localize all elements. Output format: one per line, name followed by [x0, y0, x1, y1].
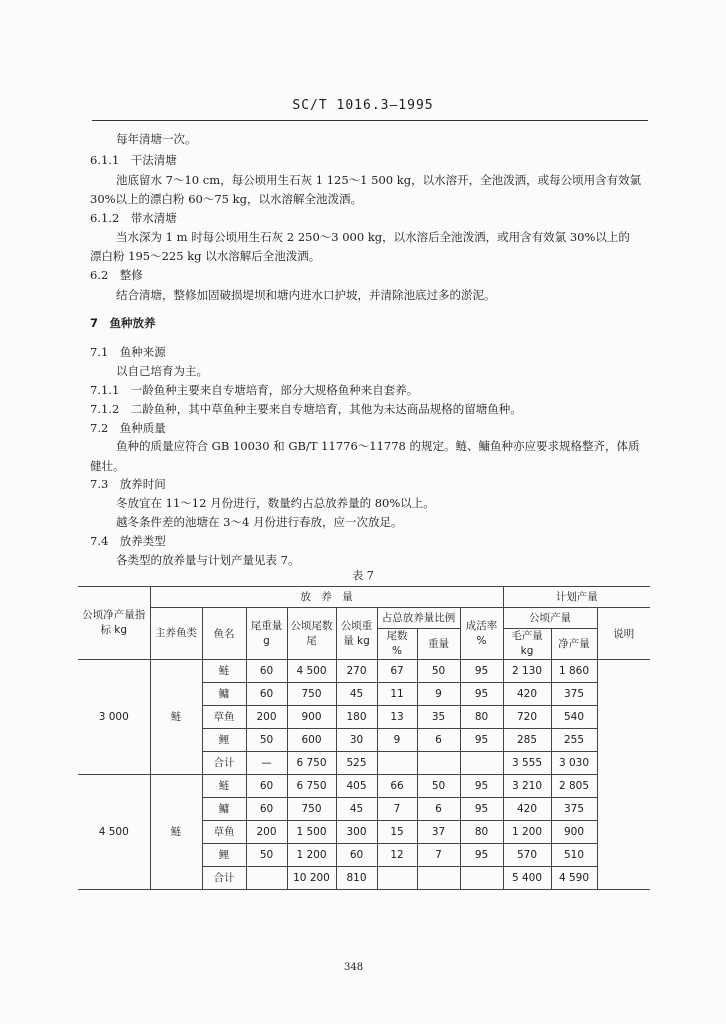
section-6-1-2-text-2: 漂白粉 195～225 kg 以水溶解后全池泼洒。 — [90, 249, 321, 263]
ha-tails: 750 — [287, 798, 336, 821]
ha-weight: 405 — [336, 775, 377, 798]
fish-name: 合计 — [202, 752, 246, 775]
ratio-tails — [377, 752, 417, 775]
ratio-weight: 35 — [417, 706, 460, 729]
header-ha-weight: 公顷重量 kg — [336, 608, 377, 660]
target-value: 4 500 — [78, 775, 150, 890]
ratio-tails: 9 — [377, 729, 417, 752]
ha-tails: 4 500 — [287, 660, 336, 683]
fish-name: 鲢 — [202, 775, 246, 798]
ha-weight: 810 — [336, 867, 377, 890]
survival: 80 — [460, 821, 503, 844]
ha-tails: 900 — [287, 706, 336, 729]
fish-name: 鲢 — [202, 660, 246, 683]
ratio-weight: 50 — [417, 660, 460, 683]
ratio-tails: 13 — [377, 706, 417, 729]
section-7-3-heading: 7.3 放养时间 — [90, 477, 166, 491]
survival — [460, 867, 503, 890]
tail-weight: 200 — [246, 821, 287, 844]
ratio-tails: 15 — [377, 821, 417, 844]
ratio-tails: 12 — [377, 844, 417, 867]
gross-yield: 5 400 — [503, 867, 551, 890]
page-header: SC/T 1016.3—1995 — [292, 98, 434, 113]
header-ratio-weight: 重量 — [417, 629, 460, 660]
main-fish-value: 鲢 — [150, 660, 202, 775]
main-fish-value: 鲢 — [150, 775, 202, 890]
net-yield: 2 805 — [551, 775, 597, 798]
ratio-weight — [417, 867, 460, 890]
fish-name: 鳙 — [202, 798, 246, 821]
ha-tails: 6 750 — [287, 775, 336, 798]
ha-weight: 45 — [336, 798, 377, 821]
ratio-tails: 7 — [377, 798, 417, 821]
gross-yield: 1 200 — [503, 821, 551, 844]
table-row — [78, 775, 650, 798]
header-yield-unit: kg — [520, 645, 534, 657]
header-ha-tails: 公顷尾数 尾 — [287, 608, 336, 660]
section-7-1-1-text: 7.1.1 一龄鱼种主要来自专塘培育，部分大规格鱼种来自套养。 — [90, 383, 419, 397]
header-gross — [503, 629, 551, 660]
paragraph-continued: 每年清塘一次。 — [116, 132, 197, 146]
survival: 95 — [460, 729, 503, 752]
gross-yield: 570 — [503, 844, 551, 867]
ratio-weight: 6 — [417, 729, 460, 752]
header-stocking-group: 放 养 量 — [150, 587, 503, 608]
header-tail-weight: 尾重量 g — [246, 608, 287, 660]
net-yield: 540 — [551, 706, 597, 729]
fish-name: 鲤 — [202, 844, 246, 867]
ha-weight: 270 — [336, 660, 377, 683]
section-6-1-2-heading: 6.1.2 带水清塘 — [90, 211, 177, 225]
section-7-3-text-1: 冬放宜在 11～12 月份进行，数量约占总放养量的 80%以上。 — [116, 496, 435, 510]
tail-weight: 60 — [246, 798, 287, 821]
tail-weight: 50 — [246, 729, 287, 752]
section-6-1-1-text-2: 30%以上的漂白粉 60～75 kg，以水溶解全池泼洒。 — [90, 192, 362, 206]
net-yield: 375 — [551, 798, 597, 821]
net-yield: 900 — [551, 821, 597, 844]
section-7-4-heading: 7.4 放养类型 — [90, 534, 166, 548]
section-7-1-text: 以自己培育为主。 — [116, 364, 208, 378]
section-7-2-text-2: 健壮。 — [90, 459, 125, 473]
header-rule — [92, 120, 648, 121]
net-yield: 375 — [551, 683, 597, 706]
ha-tails: 6 750 — [287, 752, 336, 775]
net-yield: 255 — [551, 729, 597, 752]
fish-name: 草鱼 — [202, 821, 246, 844]
tail-weight: 60 — [246, 775, 287, 798]
ha-weight: 30 — [336, 729, 377, 752]
section-7-heading: 7 鱼种放养 — [90, 316, 156, 330]
ratio-weight — [417, 752, 460, 775]
header-ratio-tails — [377, 629, 417, 660]
survival: 95 — [460, 775, 503, 798]
ratio-tails — [377, 867, 417, 890]
survival: 95 — [460, 798, 503, 821]
header-ratio-unit: % — [392, 645, 402, 657]
fish-name: 合计 — [202, 867, 246, 890]
ratio-tails: 11 — [377, 683, 417, 706]
ha-weight: 45 — [336, 683, 377, 706]
header-planned-group: 计划产量 — [503, 587, 650, 608]
header-ratio-tails-label: 尾数 — [386, 630, 408, 642]
section-6-1-2-text-1: 当水深为 1 m 时每公顷用生石灰 2 250～3 000 kg，以水溶后全池泼洒，或用含有效氯 30%以上的 — [116, 230, 630, 244]
gross-yield: 3 210 — [503, 775, 551, 798]
gross-yield: 420 — [503, 798, 551, 821]
target-value: 3 000 — [78, 660, 150, 775]
ratio-tails: 67 — [377, 660, 417, 683]
header-ratio-group: 占总放养量比例 — [377, 608, 460, 629]
table-7 — [78, 586, 650, 890]
header-fish-name: 鱼名 — [202, 608, 246, 660]
section-7-4-text: 各类型的放养量与计划产量见表 7。 — [116, 553, 300, 567]
ha-tails: 1 200 — [287, 844, 336, 867]
tail-weight: 200 — [246, 706, 287, 729]
ha-weight: 525 — [336, 752, 377, 775]
survival: 95 — [460, 844, 503, 867]
tail-weight: 50 — [246, 844, 287, 867]
survival — [460, 752, 503, 775]
net-yield: 1 860 — [551, 660, 597, 683]
header-survival: 成活率 % — [460, 608, 503, 660]
tail-weight: — — [246, 752, 287, 775]
ha-weight: 300 — [336, 821, 377, 844]
ratio-weight: 6 — [417, 798, 460, 821]
page-number: 348 — [344, 962, 364, 973]
ha-tails: 10 200 — [287, 867, 336, 890]
ratio-tails: 66 — [377, 775, 417, 798]
survival: 95 — [460, 683, 503, 706]
survival: 80 — [460, 706, 503, 729]
section-6-2-heading: 6.2 整修 — [90, 268, 143, 282]
ha-weight: 180 — [336, 706, 377, 729]
table-row — [78, 660, 650, 683]
section-6-2-text: 结合清塘，整修加固破损堤坝和塘内进水口护坡，并清除池底过多的淤泥。 — [116, 288, 496, 302]
header-main-fish: 主养鱼类 — [150, 608, 202, 660]
ratio-weight: 7 — [417, 844, 460, 867]
section-7-2-text-1: 鱼种的质量应符合 GB 10030 和 GB/T 11776～11778 的规定。鲢、鳙鱼种亦应要求规格整齐，体质 — [116, 439, 640, 453]
section-7-2-heading: 7.2 鱼种质量 — [90, 421, 166, 435]
net-yield: 3 030 — [551, 752, 597, 775]
net-yield: 510 — [551, 844, 597, 867]
ha-tails: 750 — [287, 683, 336, 706]
tail-weight: 60 — [246, 683, 287, 706]
note-cell — [597, 660, 650, 890]
ha-weight: 60 — [336, 844, 377, 867]
table-caption: 表 7 — [352, 569, 374, 582]
fish-name: 鲤 — [202, 729, 246, 752]
tail-weight: 60 — [246, 660, 287, 683]
net-yield: 4 590 — [551, 867, 597, 890]
ratio-weight: 37 — [417, 821, 460, 844]
ratio-weight: 50 — [417, 775, 460, 798]
header-gross-label: 毛产量 — [511, 630, 543, 642]
gross-yield: 420 — [503, 683, 551, 706]
section-6-1-1-text-1: 池底留水 7～10 cm，每公顷用生石灰 1 125～1 500 kg，以水溶开，全池泼洒，或每公顷用含有效氯 — [116, 173, 642, 187]
header-target: 公顷净产量指标 kg — [78, 587, 150, 660]
ha-tails: 1 500 — [287, 821, 336, 844]
fish-name: 草鱼 — [202, 706, 246, 729]
header-ha-yield: 公顷产量 — [503, 608, 597, 629]
section-7-1-2-text: 7.1.2 二龄鱼种，其中草鱼种主要来自专塘培育，其他为未达商品规格的留塘鱼种。 — [90, 402, 522, 416]
fish-name: 鳙 — [202, 683, 246, 706]
header-note: 说明 — [597, 608, 650, 660]
gross-yield: 285 — [503, 729, 551, 752]
ha-tails: 600 — [287, 729, 336, 752]
ratio-weight: 9 — [417, 683, 460, 706]
survival: 95 — [460, 660, 503, 683]
gross-yield: 2 130 — [503, 660, 551, 683]
gross-yield: 720 — [503, 706, 551, 729]
section-7-1-heading: 7.1 鱼种来源 — [90, 345, 166, 359]
header-net: 净产量 — [551, 629, 597, 660]
section-6-1-1-heading: 6.1.1 干法清塘 — [90, 153, 177, 167]
tail-weight — [246, 867, 287, 890]
section-7-3-text-2: 越冬条件差的池塘在 3～4 月份进行春放，应一次放足。 — [116, 515, 403, 529]
gross-yield: 3 555 — [503, 752, 551, 775]
